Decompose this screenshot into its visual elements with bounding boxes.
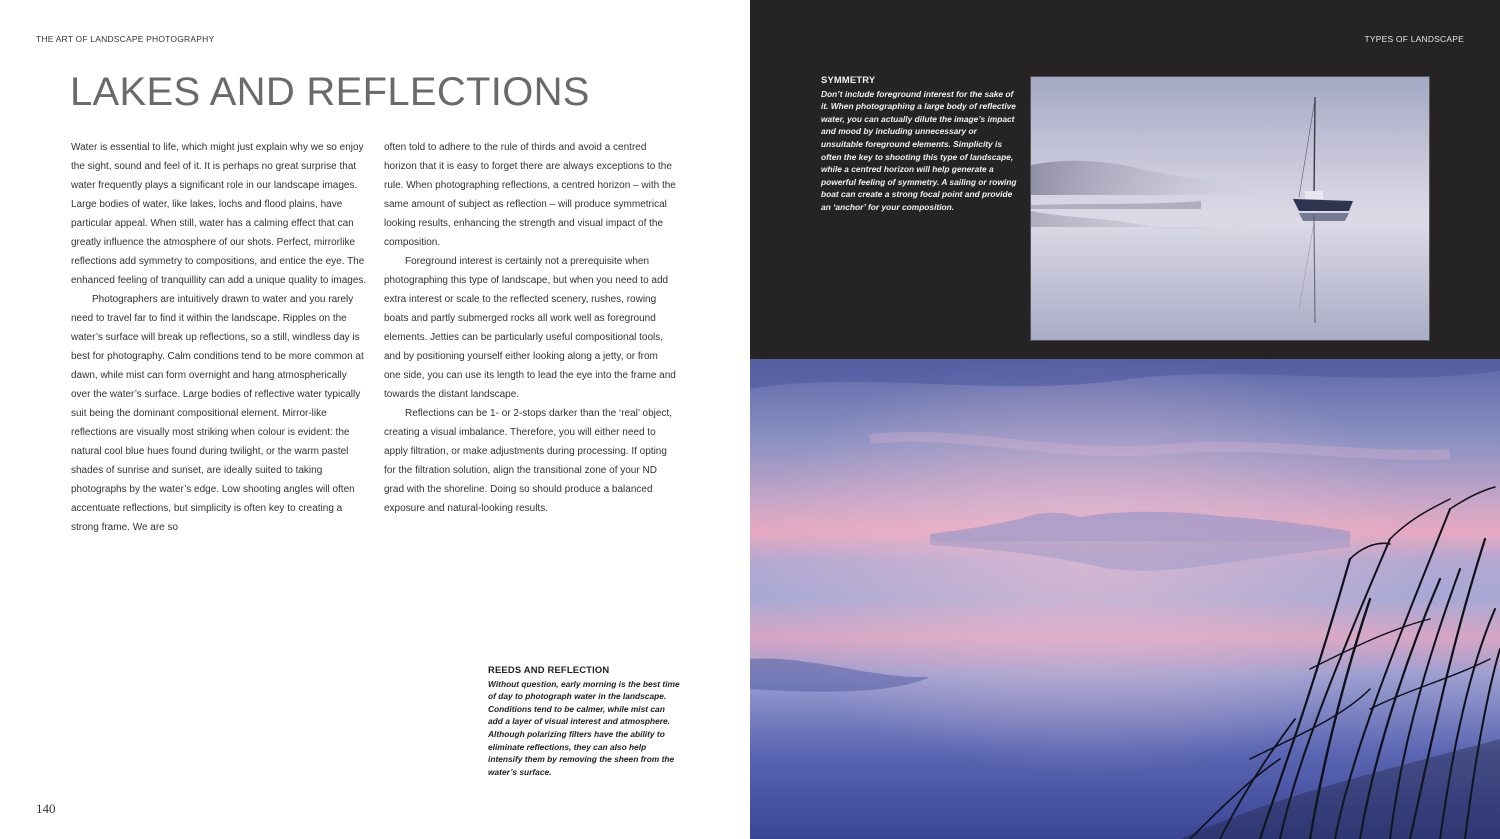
caption-text: Without question, early morning is the best time of day to photograph water in the landscape. Conditions tend to be calmer, while mist can add a layer of visual interest and atmosphere. Although polarizing filters have the ability to eliminate reflections, they can also help intensify them by removing the sheen from the water’s surface.	[488, 678, 680, 777]
body-paragraph: Reflections can be 1- or 2-stops darker than the ‘real’ object, creating a visual imbalance. Therefore, you will either need to apply filtration, or make adjustments during processing. If opting for the filtration solution, align the transitional zone of your ND grad with the shoreline. Doing so should produce a balanced exposure and natural-looking results.	[384, 408, 672, 514]
caption-reeds-and-reflection	[488, 664, 680, 778]
caption-text: Don’t include foreground interest for the sake of it. When photographing a large body of reflective water, you can actually dilute the image’s impact and mood by including unnecessary or unsuitable foreground elements. Simplicity is often the key to shooting this type of landscape, while a centred horizon will help generate a powerful feeling of symmetry. A sailing or rowing boat can create a strong focal point and provide an ‘anchor’ for your composition.	[821, 88, 1017, 212]
right-page	[750, 0, 1500, 839]
body-paragraph: Foreground interest is certainly not a prerequisite when photographing this type of landscape, but when you need to add extra interest or scale to the reflected scenery, rushes, rowing boats and partly submerged rocks all work well as foreground elements. Jetties can be particularly useful compositional tools, and by positioning yourself either looking along a jetty, or from one side, you can use its length to lead the eye into the frame and towards the distant landscape.	[384, 256, 676, 400]
body-paragraph: Water is essential to life, which might just explain why we so enjoy the sight, sound and feel of it. It is perhaps no great surprise that water frequently plays a significant role in our landscape images. Large bodies of water, like lakes, lochs and flood plains, have particular appeal. When still, water has a calming effect that can greatly influence the atmosphere of our shots. Perfect, mirrorlike reflections add symmetry to compositions, and entice the eye. The enhanced feeling of tranquillity can add a unique quality to images.	[71, 142, 367, 286]
body-column-1	[71, 138, 368, 537]
caption-title: REEDS AND REFLECTION	[488, 664, 610, 675]
running-head: THE ART OF LANDSCAPE PHOTOGRAPHY	[36, 34, 215, 44]
reeds-and-reflection-photo	[750, 359, 1500, 839]
caption-symmetry	[821, 74, 1017, 214]
body-column-2	[384, 138, 676, 518]
sailboat-reflection-photo	[1030, 76, 1430, 341]
body-paragraph: often told to adhere to the rule of thirds and avoid a centred horizon that it is easy to forget there are always exceptions to the rule. When photographing reflections, a centred horizon – with the same amount of subject as reflection – will produce symmetrical looking results, enhancing the strength and visual impact of the composition.	[384, 142, 676, 248]
caption-title: SYMMETRY	[821, 74, 876, 85]
page-number: 140	[36, 801, 56, 816]
chapter-title: LAKES AND REFLECTIONS	[70, 70, 590, 114]
body-paragraph: Photographers are intuitively drawn to water and you rarely need to travel far to find it within the landscape. Ripples on the water’s surface will break up reflections, so a still, windless day is best for photography. Calm conditions tend to be more common at dawn, while mist can form overnight and hang atmospherically over the water’s surface. Large bodies of reflective water typically suit being the dominant compositional element. Mirror-like reflections are visually most striking when colour is evident: the natural cool blue hues found during twilight, or the warm pastel shades of sunrise and sunset, are ideally suited to taking photographs by the water’s edge. Low shooting angles will often accentuate reflections, but simplicity is often key to creating a strong frame. We are so	[71, 294, 364, 533]
running-head: TYPES OF LANDSCAPE	[1364, 34, 1464, 44]
